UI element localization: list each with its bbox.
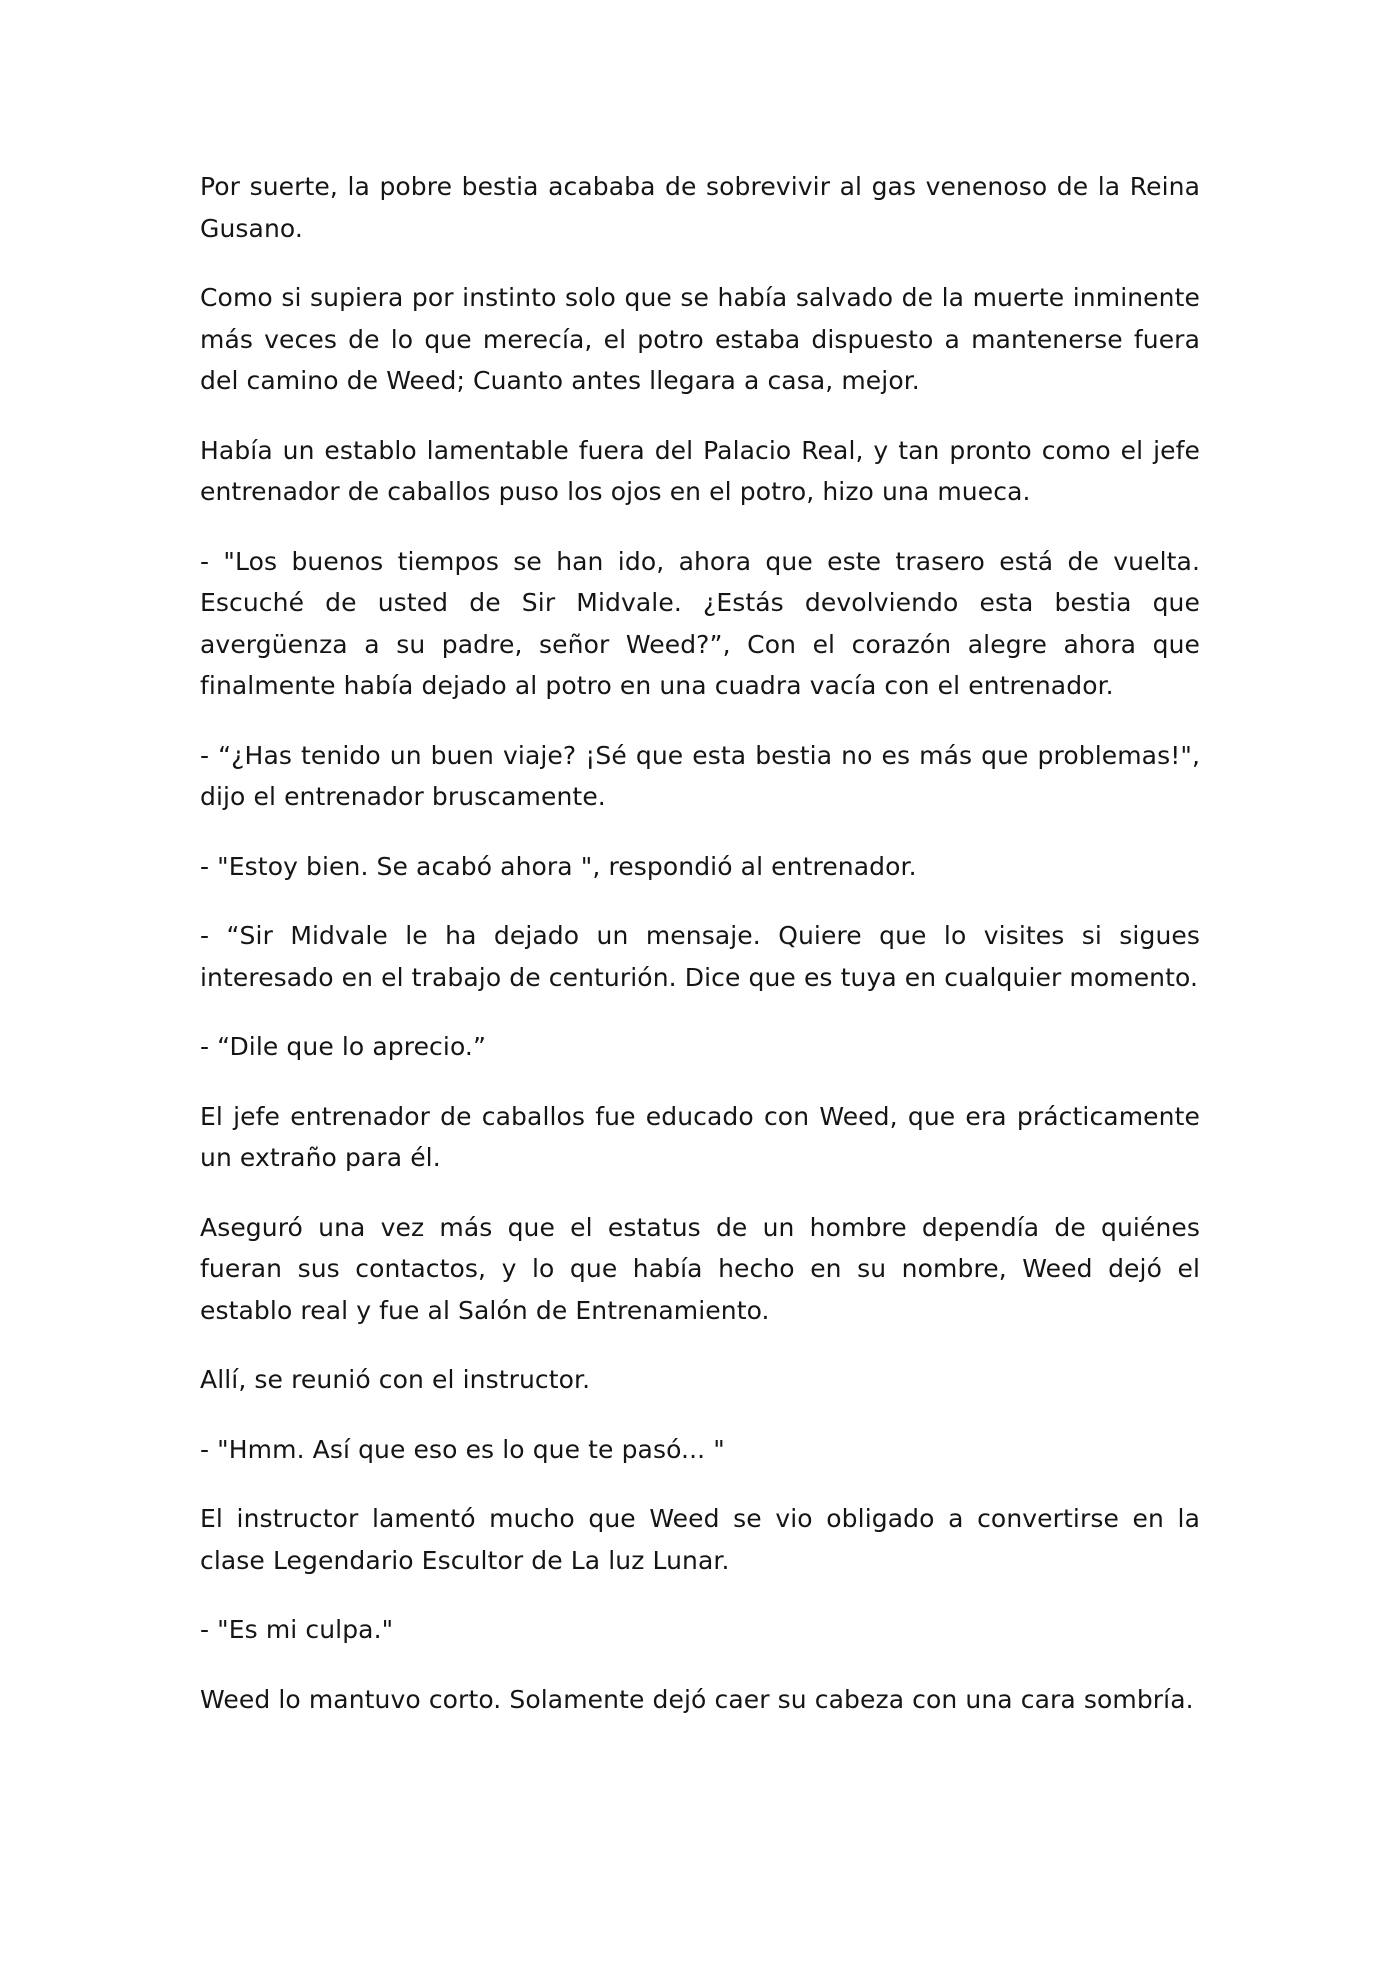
paragraph-6: - "Estoy bien. Se acabó ahora ", respondió al entrenador. [200,851,917,881]
paragraph-7: - “Sir Midvale le ha dejado un mensaje. Quiere que lo visites si sigues interesado en el trabajo de centurión. Dice que es tuya en cualquier momento. [200,921,1200,992]
document-body [200,166,1200,1720]
paragraph-15: Weed lo mantuvo corto. Solamente dejó caer su cabeza con una cara sombría. [200,1684,1194,1714]
paragraph-11: Allí, se reunió con el instructor. [200,1365,591,1394]
paragraph-5: - “¿Has tenido un buen viaje? ¡Sé que esta bestia no es más que problemas!", dijo el entrenador bruscamente. [200,740,1200,811]
paragraph-8: - “Dile que lo aprecio.” [200,1032,486,1061]
paragraph-4: - "Los buenos tiempos se han ido, ahora que este trasero está de vuelta. Escuché de usted de Sir Midvale. ¿Estás devolviendo esta bestia que avergüenza a su padre, señor Weed?”, Con el corazón alegre ahora que finalmente había dejado al potro en una cuadra vacía con el entrenador. [200,546,1200,700]
paragraph-3: Había un establo lamentable fuera del Palacio Real, y tan pronto como el jefe entrenador de caballos puso los ojos en el potro, hizo una mueca. [200,435,1200,506]
paragraph-13: El instructor lamentó mucho que Weed se vio obligado a convertirse en la clase Legendario Escultor de La luz Lunar. [200,1504,1200,1575]
paragraph-14: - "Es mi culpa." [200,1615,394,1644]
paragraph-10: Aseguró una vez más que el estatus de un hombre dependía de quiénes fueran sus contactos, y lo que había hecho en su nombre, Weed dejó el establo real y fue al Salón de Entrenamiento. [200,1212,1200,1325]
paragraph-1: Por suerte, la pobre bestia acababa de sobrevivir al gas venenoso de la Reina Gusano. [200,172,1200,243]
paragraph-2: Como si supiera por instinto solo que se había salvado de la muerte inminente más veces de lo que merecía, el potro estaba dispuesto a mantenerse fuera del camino de Weed; Cuanto antes llegara a casa, mejor. [200,283,1200,395]
paragraph-12: - "Hmm. Así que eso es lo que te pasó... " [200,1434,725,1464]
paragraph-9: El jefe entrenador de caballos fue educado con Weed, que era prácticamente un extraño para él. [200,1101,1200,1172]
